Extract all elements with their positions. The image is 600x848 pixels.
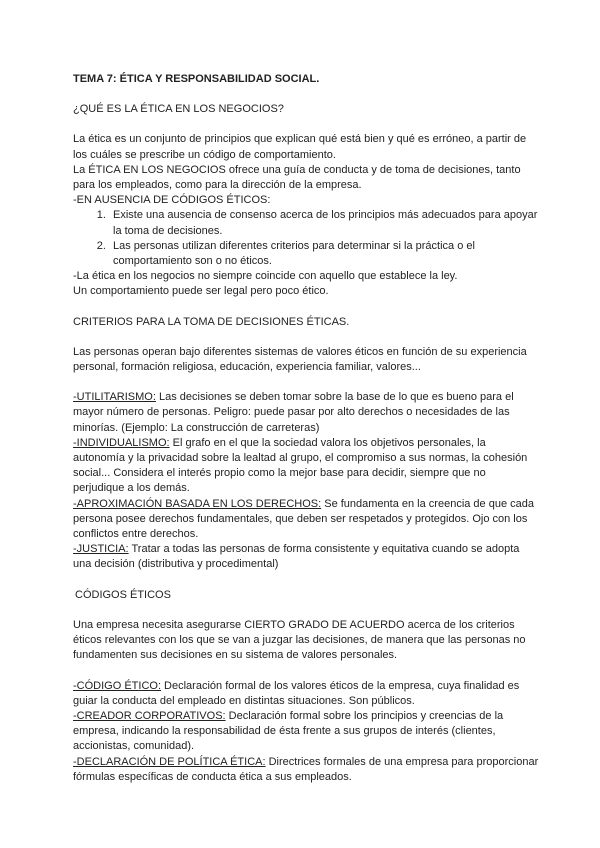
numbered-list	[73, 208, 540, 269]
section-heading-criteria: CRITERIOS PARA LA TOMA DE DECISIONES ÉTICAS.	[73, 315, 350, 328]
term-label: -CÓDIGO ÉTICO:	[73, 679, 161, 692]
term-label: -JUSTICIA:	[73, 543, 129, 556]
code-corporate-item	[73, 709, 540, 755]
paragraph-business-ethics: La ÉTICA EN LOS NEGOCIOS ofrece una guía de conducta y de toma de decisiones, tanto para los empleados, como para la dirección de la empresa.	[73, 163, 521, 192]
term-text: El grafo en el que la sociedad valora los objetivos personales, la autonomía y la privacidad sobre la lealtad al grupo, el compromiso a sus normas, la cohesión social... Considera el interés propio como la mejor base para decidir, siempre que no perjudique a los demás.	[73, 436, 528, 495]
term-text: Declaración formal sobre los principios y creencias de la empresa, indicando la responsabilidad de ésta frente a sus grupos de interés (clientes, accionistas, comunidad).	[73, 709, 504, 753]
term-label: -UTILITARISMO:	[73, 391, 156, 404]
term-text: Las decisiones se deben tomar sobre la base de lo que es bueno para el mayor número de personas. Peligro: puede pasar por alto derechos o necesidades de las minorías. (Ejemplo: La construcción de carreteras)	[73, 391, 514, 434]
section-heading-ethics-business: ¿QUÉ ES LA ÉTICA EN LOS NEGOCIOS?	[73, 103, 284, 116]
term-text: Se fundamenta en la creencia de que cada persona posee derechos fundamentales, que deben ser respetados y protegidos. Ojo con los conflictos entre derechos.	[73, 497, 534, 541]
criteria-justice	[73, 542, 540, 572]
document-title: TEMA 7: ÉTICA Y RESPONSABILIDAD SOCIAL.	[73, 73, 320, 85]
paragraph-absence-codes: -EN AUSENCIA DE CÓDIGOS ÉTICOS:	[73, 194, 271, 207]
term-text: Directrices formales de una empresa para proporcionar fórmulas específicas de conducta ética a sus empleados.	[73, 755, 539, 783]
paragraph-codes-intro: Una empresa necesita asegurarse CIERTO GRADO DE ACUERDO acerca de los criterios éticos relevantes con los que se van a juzgar las decisiones, de manera que las personas no fundamenten sus decisiones en su sistema de valores personales.	[73, 618, 526, 662]
list-item: 1. Existe una ausencia de consenso acerca de los principios más adecuados para apoyar la toma de decisiones.	[109, 208, 540, 238]
criteria-rights	[73, 497, 540, 543]
criteria-utilitarianism	[73, 390, 540, 436]
paragraph-ethics-definition: La ética es un conjunto de principios que explican qué está bien y qué es erróneo, a partir de los cuáles se prescribe un código de comportamiento.	[73, 133, 527, 161]
term-label: -INDIVIDUALISMO:	[73, 436, 170, 449]
term-label: -APROXIMACIÓN BASADA EN LOS DERECHOS:	[73, 497, 322, 510]
term-text: Tratar a todas las personas de forma consistente y equitativa cuando se adopta una decisión (distributiva y procedimental)	[73, 543, 520, 571]
paragraph-legal-unethical: Un comportamiento puede ser legal pero poco ético.	[73, 285, 329, 298]
paragraph-criteria-intro: Las personas operan bajo diferentes sistemas de valores éticos en función de su experiencia personal, formación religiosa, educación, experiencia familiar, valores...	[73, 345, 527, 374]
criteria-individualism	[73, 436, 540, 497]
term-text: Declaración formal de los valores éticos de la empresa, cuya finalidad es guiar la conducta del empleado en distintas situaciones. Son públicos.	[73, 679, 520, 707]
code-ethics-item	[73, 679, 540, 709]
code-policy-item	[73, 755, 540, 785]
section-heading-codes: CÓDIGOS ÉTICOS	[75, 588, 171, 601]
term-label: -CREADOR CORPORATIVOS:	[73, 709, 226, 722]
term-label: -DECLARACIÓN DE POLÍTICA ÉTICA:	[73, 755, 266, 768]
list-item: 2. Las personas utilizan diferentes criterios para determinar si la práctica o el comportamiento son o no éticos.	[109, 239, 540, 269]
paragraph-ethics-law: -La ética en los negocios no siempre coincide con aquello que establece la ley.	[73, 270, 458, 283]
